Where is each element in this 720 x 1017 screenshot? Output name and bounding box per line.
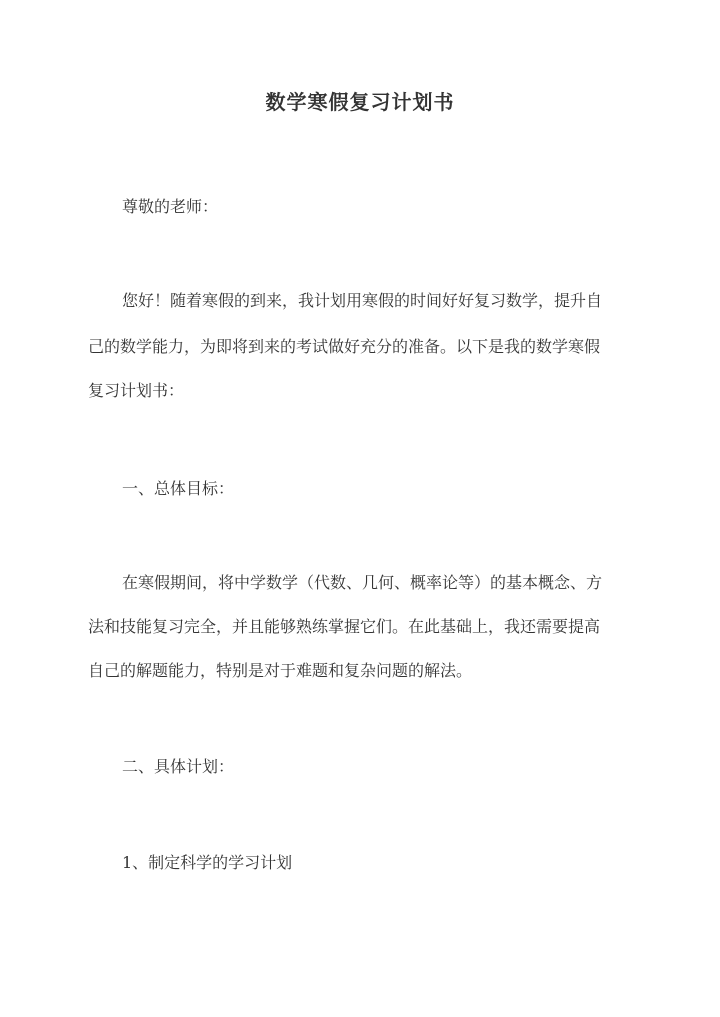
section-heading-plan: 二、具体计划： [122,757,235,776]
intro-line-3: 复习计划书： [88,381,185,400]
goals-line-2: 法和技能复习完全，并且能够熟练掌握它们。在此基础上，我还需要提高 [88,617,601,636]
goals-line-3: 自己的解题能力，特别是对于难题和复杂问题的解法。 [88,661,473,680]
intro-line-1: 您好！随着寒假的到来，我计划用寒假的时间好好复习数学，提升自 [122,291,603,310]
plan-item-1: 1、制定科学的学习计划 [122,853,293,872]
section-heading-goals: 一、总体目标： [122,479,235,498]
goals-line-1: 在寒假期间，将中学数学（代数、几何、概率论等）的基本概念、方 [122,573,603,592]
salutation: 尊敬的老师： [122,197,219,216]
document-title: 数学寒假复习计划书 [265,90,455,114]
intro-line-2: 己的数学能力，为即将到来的考试做好充分的准备。以下是我的数学寒假 [88,337,601,356]
